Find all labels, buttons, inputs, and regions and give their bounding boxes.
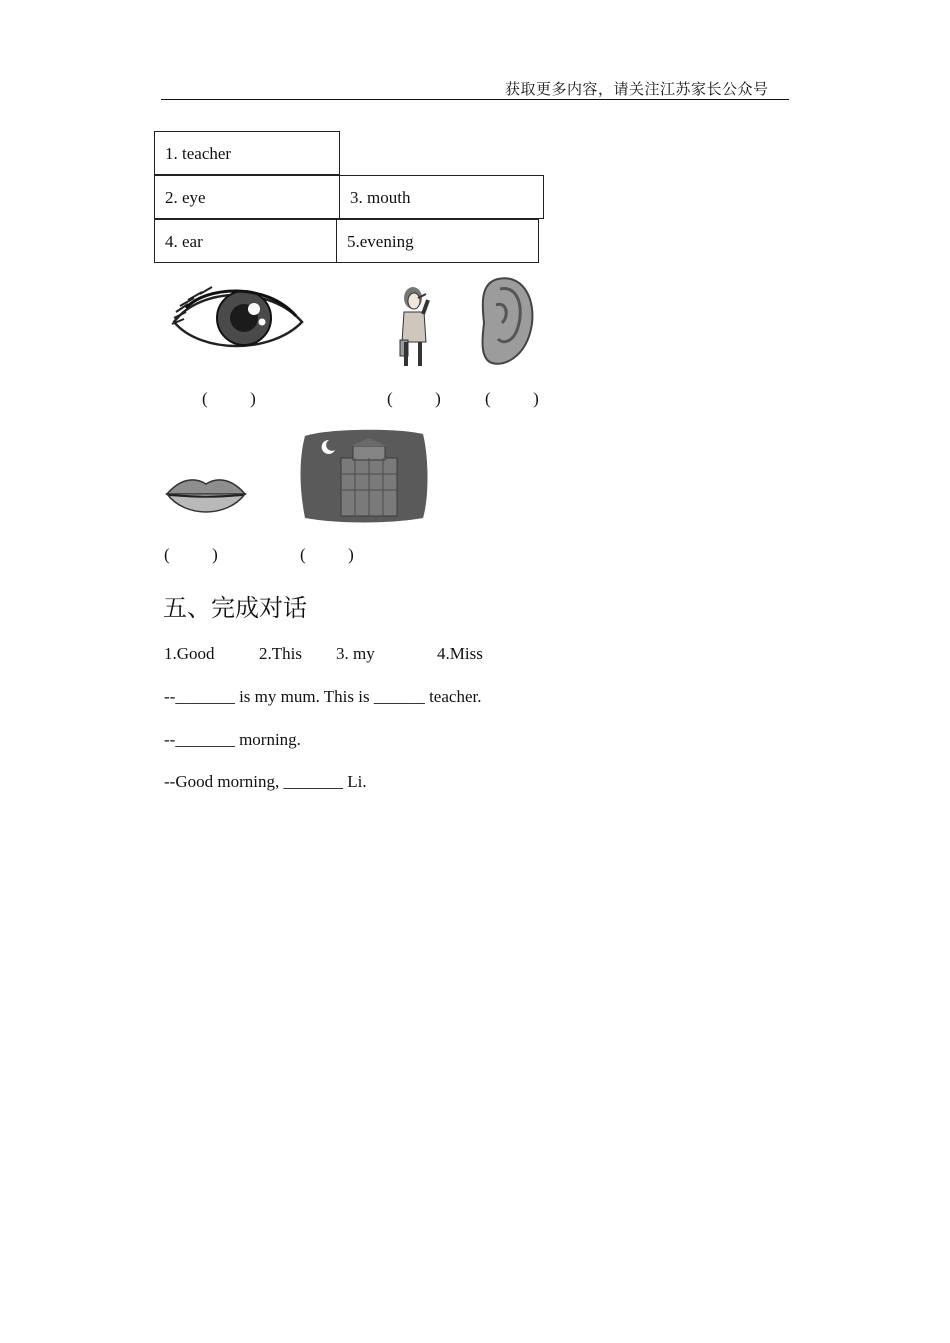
dialogue-line-1: --_______ is my mum. This is ______ teacher. xyxy=(164,687,482,706)
dialogue-line-3: --Good morning, _______ Li. xyxy=(164,772,367,791)
night-building-icon xyxy=(299,428,429,524)
word-option-this: 2.This xyxy=(259,644,302,663)
word-option-miss: 4.Miss xyxy=(437,644,483,663)
header-divider xyxy=(161,99,789,100)
teacher-icon xyxy=(392,284,434,368)
answer-paren-teacher: ( ) xyxy=(387,389,441,408)
answer-paren-mouth: ( ) xyxy=(164,545,218,564)
header-text: 获取更多内容，请关注江苏家长公众号 xyxy=(505,82,769,98)
ear-icon xyxy=(476,275,536,367)
word-option-good: 1.Good xyxy=(164,644,215,663)
answer-paren-ear: ( ) xyxy=(485,389,539,408)
table-cell-ear: 4. ear xyxy=(154,219,337,263)
dialogue-line-2: --_______ morning. xyxy=(164,730,301,749)
eye-icon xyxy=(166,282,306,354)
table-cell-evening: 5.evening xyxy=(336,219,539,263)
answer-paren-evening: ( ) xyxy=(300,545,354,564)
word-option-my: 3. my xyxy=(336,644,375,663)
table-cell-eye: 2. eye xyxy=(154,175,340,219)
answer-paren-eye: ( ) xyxy=(202,389,256,408)
table-cell-teacher: 1. teacher xyxy=(154,131,340,175)
section-title: 五、完成对话 xyxy=(163,594,307,622)
mouth-icon xyxy=(165,474,247,518)
table-cell-mouth: 3. mouth xyxy=(339,175,544,219)
